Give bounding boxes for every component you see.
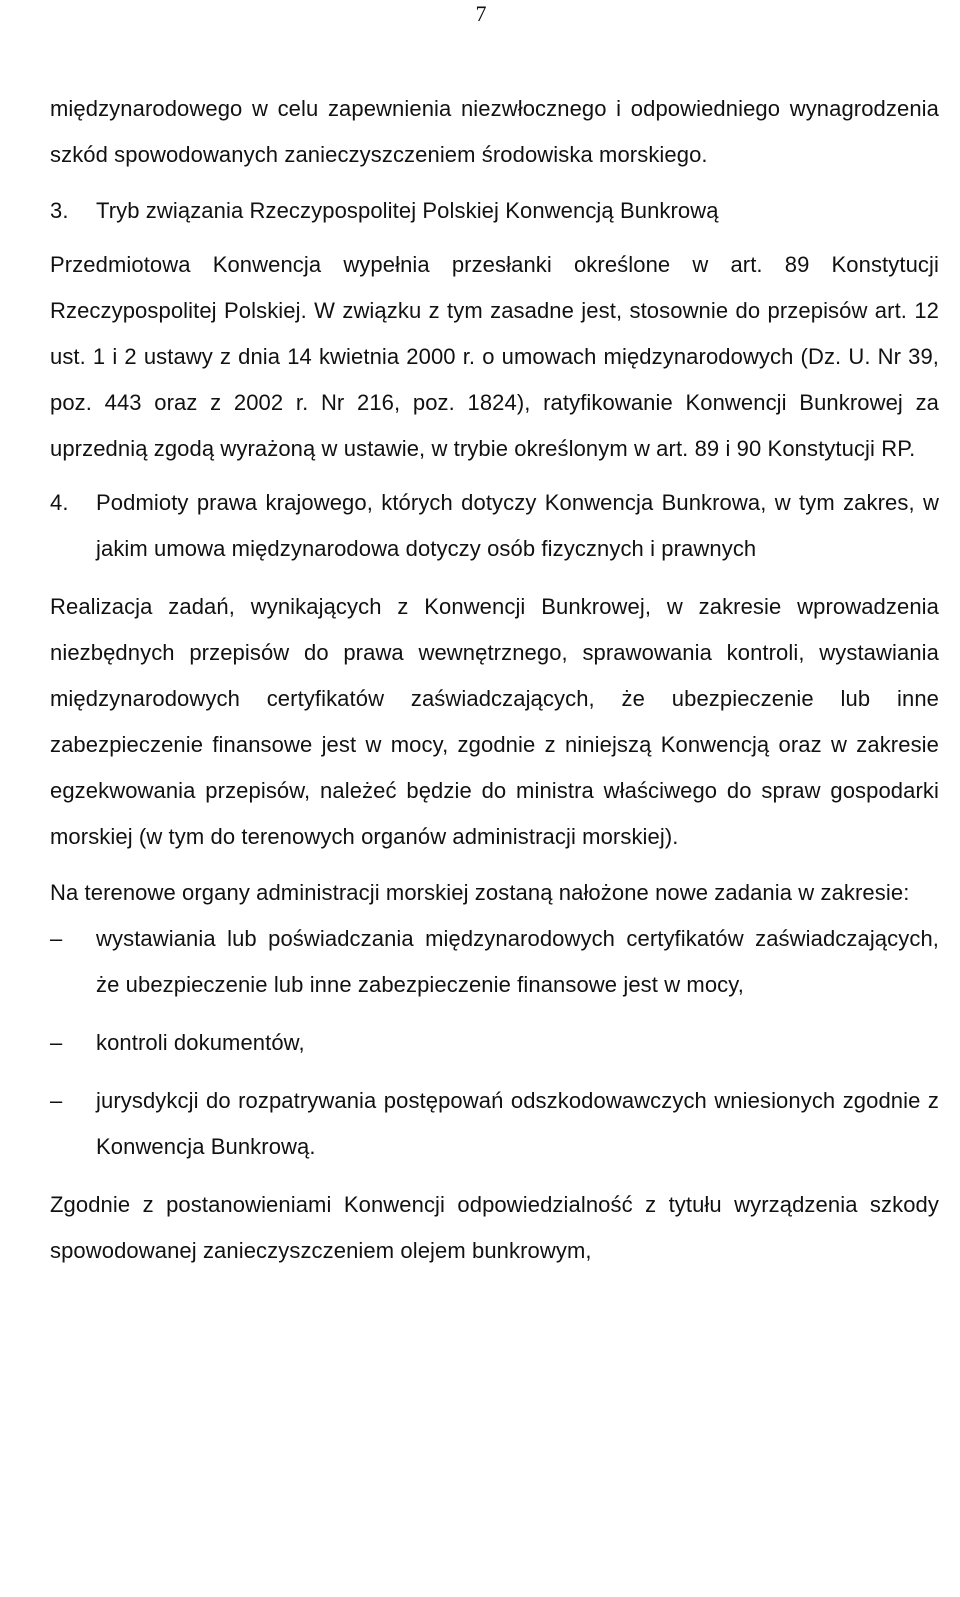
section-3-heading [50, 188, 939, 234]
intro-paragraph: międzynarodowego w celu zapewnienia niezwłocznego i odpowiedniego wynagrodzenia szkód spowodowanych zanieczyszczeniem środowiska morskiego. [50, 96, 939, 167]
list-item-text: wystawiania lub poświadczania międzynarodowych certyfikatów zaświadczających, że ubezpieczenie lub inne zabezpieczenie finansowe jest w mocy, [96, 926, 939, 997]
section-4-paragraph-1: Realizacja zadań, wynikających z Konwencji Bunkrowej, w zakresie wprowadzenia niezbędnych przepisów do prawa wewnętrznego, sprawowania kontroli, wystawiania międzynarodowych certyfikatów zaświadczających, że ubezpieczenie lub inne zabezpieczenie finansowe jest w mocy, zgodnie z niniejszą Konwencją oraz w zakresie egzekwowania przepisów, należeć będzie do ministra właściwego do spraw gospodarki morskiej (w tym do terenowych organów administracji morskiej). [50, 594, 939, 849]
task-list [50, 916, 939, 1170]
section-4-heading [50, 480, 939, 572]
section-4-paragraph-3: Zgodnie z postanowieniami Konwencji odpowiedzialność z tytułu wyrządzenia szkody spowodowanej zanieczyszczeniem olejem bunkrowym, [50, 1192, 939, 1263]
section-3-body: Przedmiotowa Konwencja wypełnia przesłanki określone w art. 89 Konstytucji Rzeczypospolitej Polskiej. W związku z tym zasadne jest, stosownie do przepisów art. 12 ust. 1 i 2 ustawy z dnia 14 kwietnia 2000 r. o umowach międzynarodowych (Dz. U. Nr 39, poz. 443 oraz z 2002 r. Nr 216, poz. 1824), ratyfikowanie Konwencji Bunkrowej za uprzednią zgodą wyrażoną w ustawie, w trybie określonym w art. 89 i 90 Konstytucji RP. [50, 252, 939, 461]
section-3-title: Tryb związania Rzeczypospolitej Polskiej Konwencją Bunkrową [96, 198, 719, 223]
section-4-title: Podmioty prawa krajowego, których dotyczy Konwencja Bunkrowa, w tym zakres, w jakim umowa międzynarodowa dotyczy osób fizycznych i prawnych [96, 490, 939, 561]
page-number: 7 [475, 1, 487, 26]
list-item [50, 1078, 939, 1170]
list-item-text: kontroli dokumentów, [96, 1030, 305, 1055]
list-dash: – [50, 1030, 63, 1055]
list-item-text: jurysdykcji do rozpatrywania postępowań odszkodowawczych wniesionych zgodnie z Konwencja Bunkrową. [96, 1088, 939, 1159]
list-dash: – [50, 926, 63, 951]
list-item [50, 1020, 939, 1066]
section-3-number: 3. [50, 198, 69, 223]
list-item [50, 916, 939, 1008]
section-4-paragraph-2: Na terenowe organy administracji morskiej zostaną nałożone nowe zadania w zakresie: [50, 880, 910, 905]
section-4-number: 4. [50, 490, 69, 515]
list-dash: – [50, 1088, 63, 1113]
document-body [50, 86, 939, 1274]
